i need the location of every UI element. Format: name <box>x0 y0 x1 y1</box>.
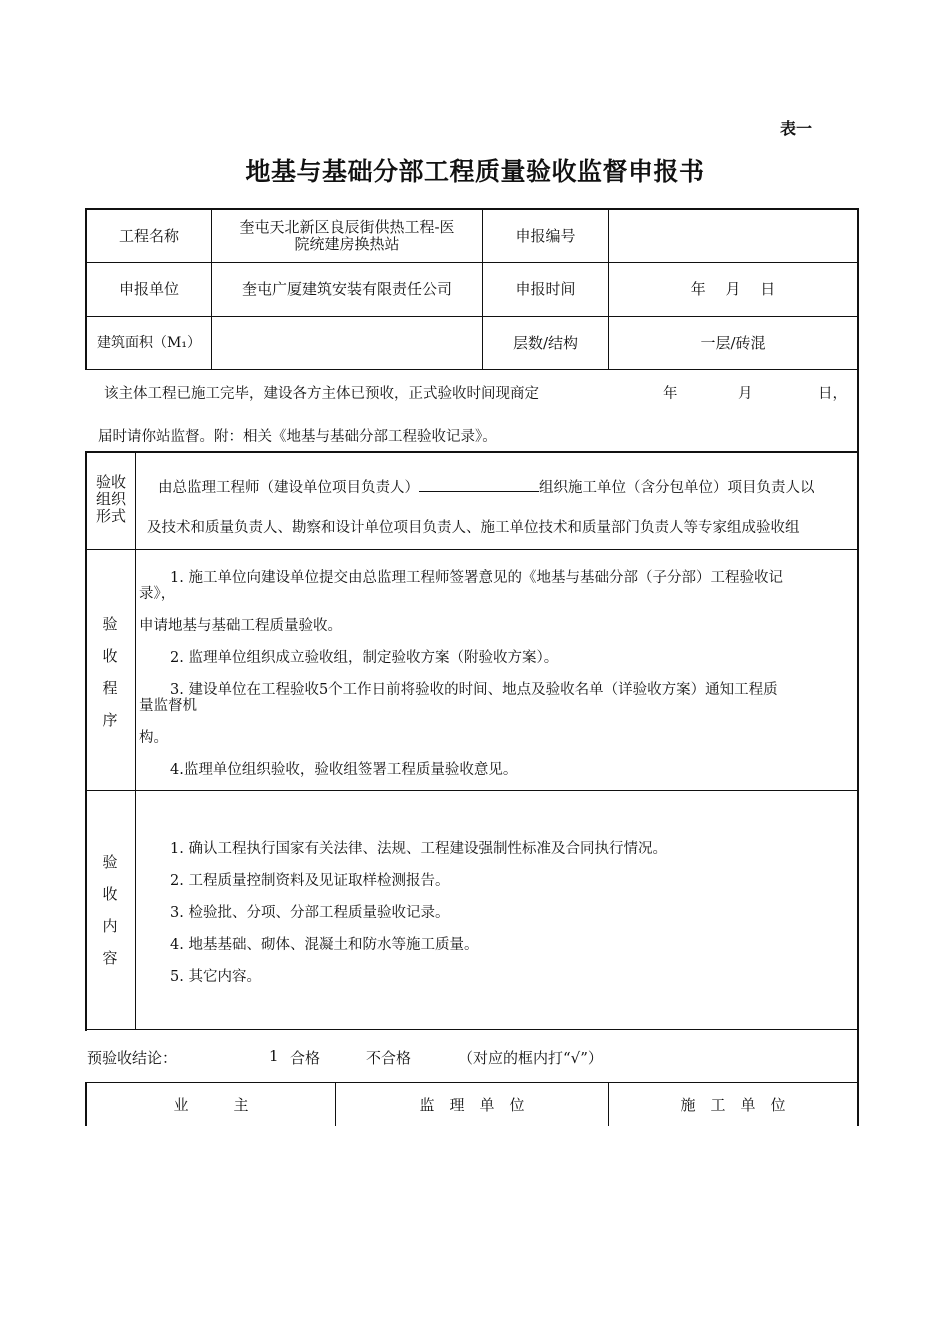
organization-form-line1-b: 组织施工单位（含分包单位）项目负责人以 <box>539 480 815 496</box>
builder-signature-header: 施 工 单 位 <box>680 1095 786 1114</box>
floors-structure-value: 一层/砖混 <box>700 333 766 352</box>
supervisor-signature-header: 监 理 单 位 <box>419 1095 525 1114</box>
report-time-value: 年 月 日 <box>690 280 776 298</box>
procedure-item1-c: 申请地基与基础工程质量验收。 <box>139 618 342 634</box>
building-area-value <box>212 317 482 369</box>
table-number: 表一 <box>780 119 813 138</box>
procedure-item3-c: 构。 <box>139 730 168 746</box>
organization-form-line1 <box>158 476 856 497</box>
report-time-label: 申报时间 <box>515 280 576 298</box>
content-item: 4. 地基基础、砌体、混凝土和防水等施工质量。 <box>170 937 479 953</box>
building-area-label: 建筑面积（M₁） <box>97 334 201 351</box>
project-name-line2: 院统建房换热站 <box>294 235 400 253</box>
content-item: 2. 工程质量控制资料及见证取样检测报告。 <box>170 873 450 889</box>
check-note: （对应的框内打“√”） <box>458 1049 603 1067</box>
procedure-label: 验 收 程 序 <box>102 615 118 729</box>
project-name-value <box>212 210 482 262</box>
pass-checkbox[interactable]: 1 <box>269 1047 279 1065</box>
applicant-unit-value: 奎屯广厦建筑安装有限责任公司 <box>241 280 452 298</box>
notice-year: 年 <box>663 386 678 402</box>
procedure-item3-b: 量监督机 <box>139 698 197 714</box>
procedure-item1-b: 录》， <box>139 586 176 602</box>
organization-form-label: 验收组织形式 <box>95 473 126 525</box>
organization-form-line2: 及技术和质量负责人、勘察和设计单位项目负责人、施工单位技术和质量部门负责人等专家组成验收组 <box>147 520 800 536</box>
procedure-item4: 4.监理单位组织验收，验收组签署工程质量验收意见。 <box>170 762 518 778</box>
notice-line1: 该主体工程已施工完毕，建设各方主体已预收，正式验收时间现商定 <box>104 386 539 402</box>
notice-month: 月 <box>738 386 753 402</box>
procedure-item3-a: 3. 建设单位在工程验收5个工作日前将验收的时间、地点及验收名单（详验收方案）通知工程质 <box>170 682 778 698</box>
conclusion-label: 预验收结论： <box>87 1049 178 1067</box>
notice-line2: 届时请你站监督。附：相关《地基与基础分部工程验收记录》。 <box>98 429 497 445</box>
procedure-item1-a: 1. 施工单位向建设单位提交由总监理工程师签署意见的《地基与基础分部（子分部）工程验收记 <box>170 570 783 586</box>
content-item: 5. 其它内容。 <box>170 969 261 985</box>
page-title: 地基与基础分部工程质量验收监督申报书 <box>245 157 705 186</box>
report-number-label: 申报编号 <box>515 226 576 245</box>
project-name-label: 工程名称 <box>118 226 179 245</box>
procedure-item2: 2. 监理单位组织成立验收组，制定验收方案（附验收方案）。 <box>170 650 559 666</box>
content-label: 验 收 内 容 <box>102 853 118 967</box>
content-item: 3. 检验批、分项、分部工程质量验收记录。 <box>170 905 450 921</box>
floors-structure-label: 层数/结构 <box>512 333 579 352</box>
signature-blank <box>419 477 539 492</box>
owner-signature-header: 业 主 <box>173 1095 249 1114</box>
notice-day: 日， <box>818 386 847 402</box>
pass-option: 合格 <box>290 1049 321 1067</box>
project-name-line1: 奎屯天北新区良辰街供热工程-医 <box>239 218 455 236</box>
applicant-unit-label: 申报单位 <box>118 280 179 298</box>
organization-form-line1-a: 由总监理工程师（建设单位项目负责人） <box>158 480 419 496</box>
fail-option: 不合格 <box>366 1049 412 1067</box>
content-item: 1. 确认工程执行国家有关法律、法规、工程建设强制性标准及合同执行情况。 <box>170 841 667 857</box>
report-number-value <box>609 210 857 262</box>
